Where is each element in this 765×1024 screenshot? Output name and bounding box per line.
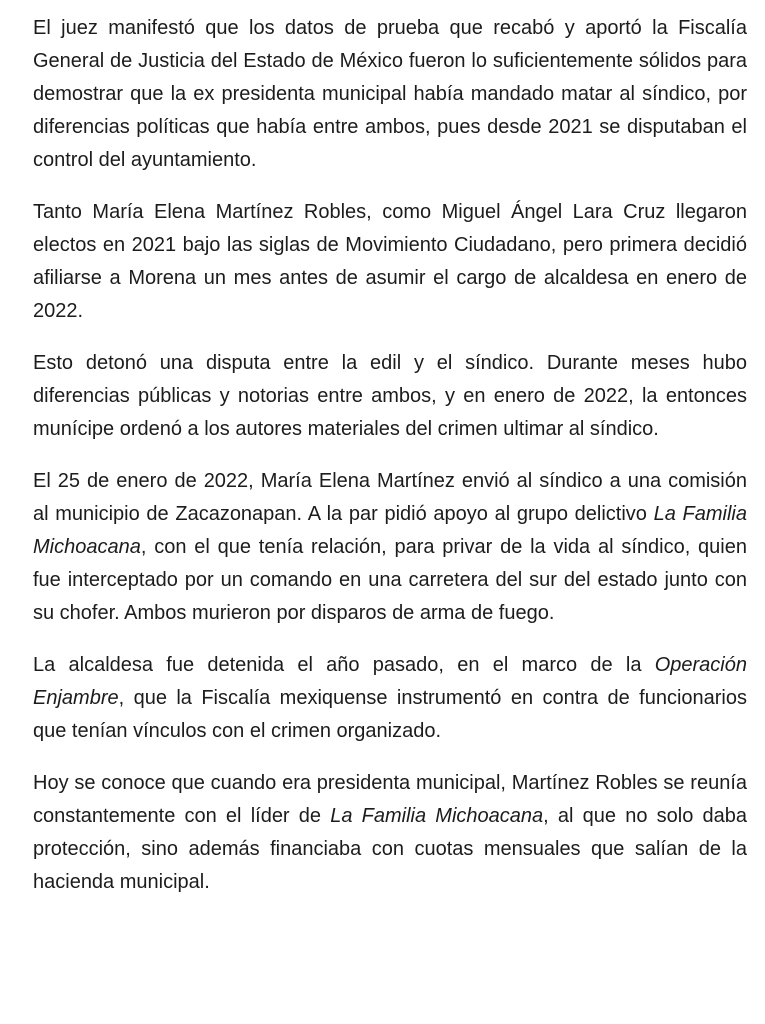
paragraph-6-italic-group-name: La Familia Michoacana <box>330 805 544 827</box>
paragraph-5-text-end: , que la Fiscalía mexiquense instrumentó en contra de funcionarios que tenían vínculos con el crimen organizado. <box>33 687 747 742</box>
paragraph-6-text-end: , al que no solo daba protección, sino además financiaba con cuotas mensuales que salían de la hacienda municipal. <box>33 805 748 893</box>
paragraph-4-italic-group-name: La Familia Michoacana <box>33 503 747 558</box>
paragraph-4-text-end: , con el que tenía relación, para privar de la vida al síndico, quien fue interceptado por un comando en una carretera del sur del estado junto con su chofer. Ambos murieron por disparos de arma de fuego. <box>33 536 747 624</box>
paragraph-2: Tanto María Elena Martínez Robles, como Miguel Ángel Lara Cruz llegaron electos en 2021 bajo las siglas de Movimiento Ciudadano, pero primera decidió afiliarse a Morena un mes antes de asumir el cargo de alcaldesa en enero de 2022. <box>33 201 747 322</box>
paragraph-6 <box>33 767 747 899</box>
paragraph-5-italic-operation-name: Operación Enjambre <box>33 654 747 709</box>
paragraph-4-text-start: El 25 de enero de 2022, María Elena Martínez envió al síndico a una comisión al municipio de Zacazonapan. A la par pidió apoyo al grupo delictivo <box>33 470 747 525</box>
paragraph-6-text-start: Hoy se conoce que cuando era presidenta municipal, Martínez Robles se reunía constantemente con el líder de <box>33 772 747 827</box>
paragraph-4 <box>33 465 747 630</box>
paragraph-3: Esto detonó una disputa entre la edil y el síndico. Durante meses hubo diferencias públicas y notorias entre ambos, y en enero de 2022, la entonces munícipe ordenó a los autores materiales del crimen ultimar al síndico. <box>33 352 747 440</box>
paragraph-1: El juez manifestó que los datos de prueba que recabó y aportó la Fiscalía General de Justicia del Estado de México fueron lo suficientemente sólidos para demostrar que la ex presidenta municipal había mandado matar al síndico, por diferencias políticas que había entre ambos, pues desde 2021 se disputaban el control del ayuntamiento. <box>33 17 747 171</box>
paragraph-5-text-start: La alcaldesa fue detenida el año pasado, en el marco de la <box>33 654 655 676</box>
paragraph-5 <box>33 649 747 748</box>
